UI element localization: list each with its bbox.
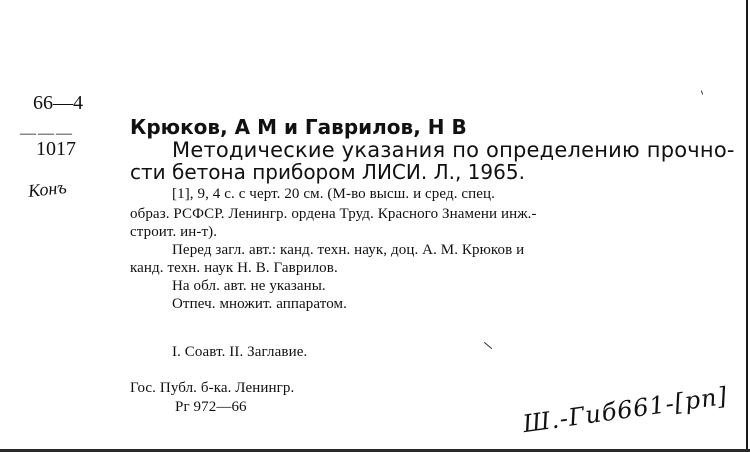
card-right-edge — [746, 0, 748, 452]
stray-mark — [701, 90, 703, 94]
class-separator: ——— — [20, 125, 74, 142]
body-line-print-note: Отпеч. множит. аппаратом. — [172, 296, 347, 312]
stray-mark — [484, 342, 492, 349]
body-line-cover-note: На обл. авт. не указаны. — [172, 278, 326, 294]
author-line: Крюков, А М и Гаврилов, Н В — [130, 115, 467, 139]
body-line-publisher-cont: строит. ин-т). — [130, 224, 218, 240]
handwritten-mark: Конъ — [27, 177, 68, 201]
title-line-2: сти бетона прибором ЛИСИ. Л., 1965. — [130, 160, 525, 184]
subject-tracings: I. Соавт. II. Заглавие. — [172, 344, 308, 360]
body-line-publisher: образ. РСФСР. Ленингр. ордена Труд. Красного Знамени инж.- — [130, 206, 537, 222]
body-line-collation: [1], 9, 4 с. с черт. 20 см. (М-во высш. и сред. спец. — [172, 186, 496, 202]
class-number: 66—4 — [33, 92, 83, 114]
library-number: Рг 972—66 — [175, 399, 247, 415]
title-line-1: Методические указания по определению прочно- — [172, 138, 735, 162]
class-subnumber: 1017 — [36, 138, 76, 160]
library-line: Гос. Публ. б-ка. Ленингр. — [130, 380, 295, 396]
body-line-note-authors-cont: канд. техн. наук Н. В. Гаврилов. — [130, 260, 338, 276]
body-line-note-authors: Перед загл. авт.: канд. техн. наук, доц. А. М. Крюков и — [172, 242, 525, 258]
handwritten-note: Ш.-Гиб661-[рп] — [521, 381, 730, 439]
